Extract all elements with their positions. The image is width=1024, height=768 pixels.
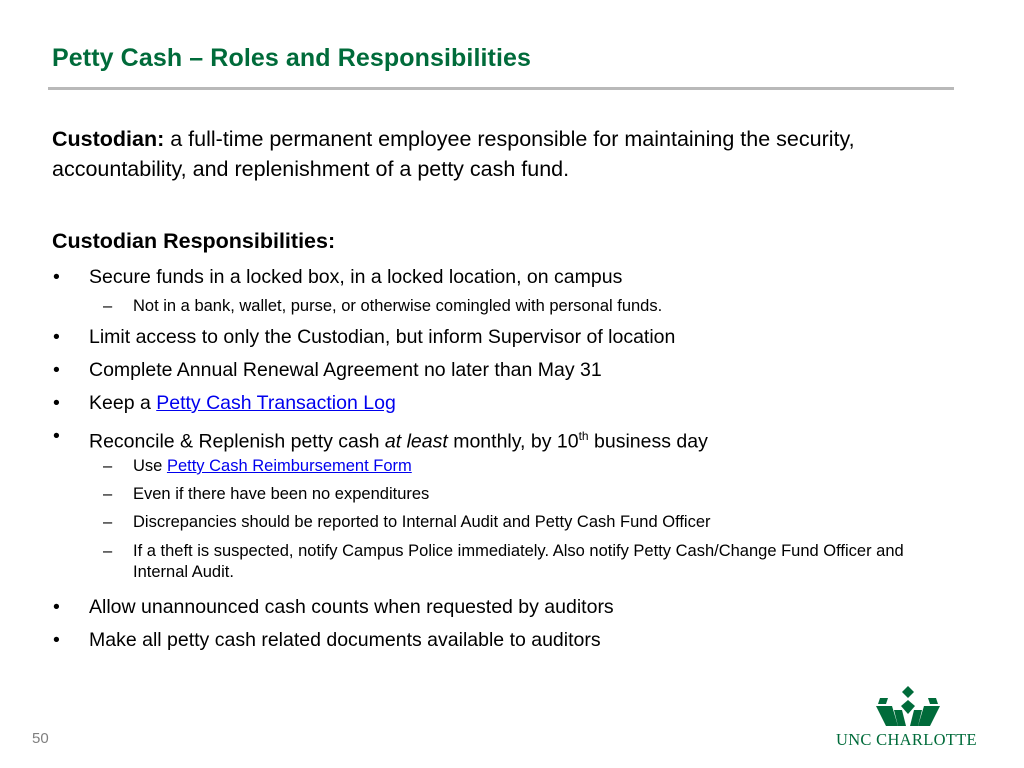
- bullet-marker: •: [53, 425, 60, 447]
- bullet-marker: •: [53, 629, 60, 651]
- bullet-marker: •: [53, 359, 60, 381]
- list-item: [53, 325, 969, 349]
- list-item-text: Complete Annual Renewal Agreement no later than May 31: [89, 359, 602, 381]
- sub-item-text: If a theft is suspected, notify Campus Police immediately. Also notify Petty Cash/Change Fund Officer and Internal Audit.: [133, 542, 904, 581]
- list-item-text: Keep a: [89, 392, 157, 414]
- dash-marker: –: [103, 542, 113, 560]
- bullet-marker: •: [53, 392, 60, 414]
- definition-term: Custodian:: [52, 127, 165, 151]
- definition-text: a full-time permanent employee responsible for maintaining the security, accountability, and replenishment of a petty cash fund.: [52, 127, 855, 181]
- dash-marker: –: [103, 513, 113, 531]
- dash-marker: –: [103, 485, 113, 503]
- sub-item-text: Not in a bank, wallet, purse, or otherwise comingled with personal funds.: [133, 297, 663, 315]
- list-item: [53, 265, 969, 289]
- list-item: [53, 424, 969, 454]
- bullet-marker: •: [53, 266, 60, 288]
- list-item-text: Limit access to only the Custodian, but inform Supervisor of location: [89, 326, 676, 348]
- slide-title: Petty Cash – Roles and Responsibilities: [52, 44, 532, 72]
- custodian-definition: [52, 124, 932, 184]
- dash-marker: –: [103, 457, 113, 475]
- bullet-marker: •: [53, 326, 60, 348]
- list-item-text: Reconcile & Replenish petty cash: [89, 430, 385, 453]
- list-item-text: monthly, by 10: [447, 430, 579, 453]
- sub-list-item: [103, 512, 933, 533]
- list-item: [53, 628, 969, 652]
- list-item: [53, 595, 969, 619]
- sub-item-text: Even if there have been no expenditures: [133, 485, 430, 503]
- list-item-text: Secure funds in a locked box, in a locked location, on campus: [89, 266, 623, 288]
- list-item-text: Allow unannounced cash counts when requested by auditors: [89, 596, 614, 618]
- petty-cash-reimbursement-form-link[interactable]: Petty Cash Reimbursement Form: [166, 457, 412, 475]
- list-item: [53, 358, 969, 382]
- section-heading: Custodian Responsibilities:: [52, 229, 336, 253]
- title-divider: [48, 87, 954, 90]
- sub-list-item: [103, 541, 923, 583]
- list-item: [53, 391, 969, 415]
- sub-list-item: [103, 456, 933, 477]
- sub-list-item: [103, 296, 933, 317]
- sub-item-text: Use: [133, 457, 167, 475]
- dash-marker: –: [103, 297, 113, 315]
- petty-cash-transaction-log-link[interactable]: Petty Cash Transaction Log: [156, 392, 396, 414]
- page-number: 50: [32, 730, 49, 747]
- emphasis-text: at least: [384, 430, 448, 453]
- list-item-text: Make all petty cash related documents available to auditors: [89, 629, 601, 651]
- bullet-marker: •: [53, 596, 60, 618]
- list-item-text: business day: [588, 430, 708, 453]
- sub-item-text: Discrepancies should be reported to Internal Audit and Petty Cash Fund Officer: [133, 513, 711, 531]
- sub-list-item: [103, 484, 933, 505]
- logo-text: UNC CHARLOTTE: [836, 730, 977, 749]
- superscript-text: th: [578, 429, 589, 443]
